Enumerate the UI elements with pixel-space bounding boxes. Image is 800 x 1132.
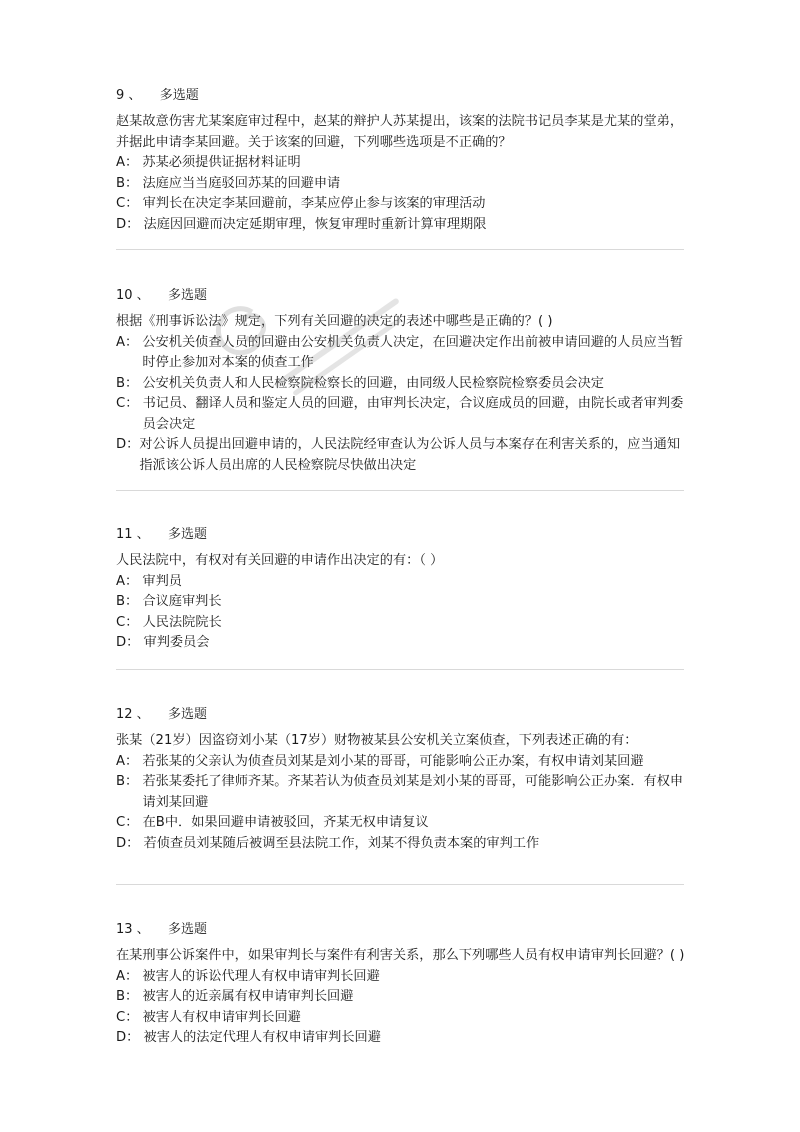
option-c xyxy=(116,194,688,215)
question-stem: 根据《刑事诉讼法》规定，下列有关回避的决定的表述中哪些是正确的？( ) xyxy=(116,314,553,329)
question-type: 多选题 xyxy=(167,527,207,542)
question-number: 12 、 xyxy=(116,707,150,722)
question-stem: 赵某故意伤害尤某案庭审过程中，赵某的辩护人苏某提出，该案的法院书记员李某是尤某的堂弟，并据此申请李某回避。关于该案的回避，下列哪些选项是不正确的？ xyxy=(116,114,684,150)
option-text: 法庭应当当庭驳回苏某的回避申请 xyxy=(142,175,341,191)
question-header xyxy=(116,920,688,940)
option-text: 被害人有权申请审判长回避 xyxy=(142,1009,301,1025)
question-type: 多选题 xyxy=(159,88,199,103)
option-text: 苏某必须提供证据材料证明 xyxy=(142,155,301,170)
question-12 xyxy=(116,705,688,854)
option-key: C： xyxy=(116,1009,143,1025)
option-d xyxy=(116,1028,688,1049)
option-text: 审判员 xyxy=(142,573,182,589)
option-key: A： xyxy=(116,573,143,589)
question-header xyxy=(116,86,688,106)
option-text: 法庭因回避而决定延期审理，恢复审理时重新计算审理期限 xyxy=(143,216,487,232)
option-text: 公安机关负责人和人民检察院检察长的回避，由同级人民检察院检察委员会决定 xyxy=(142,375,604,391)
option-key: A： xyxy=(116,334,143,350)
option-d xyxy=(116,435,688,476)
option-a xyxy=(116,333,688,374)
option-key: C： xyxy=(116,815,143,830)
option-key: D： xyxy=(116,1030,144,1045)
option-text: 审判委员会 xyxy=(143,635,210,650)
option-text: 对公诉人员提出回避申请的，人民法院经审查认为公诉人员与本案存在利害关系的，应当通知指派该公诉人员出席的人民检察院尽快做出决定 xyxy=(139,437,681,473)
option-d xyxy=(116,633,688,654)
question-header xyxy=(116,286,688,306)
question-type: 多选题 xyxy=(167,707,207,722)
question-11 xyxy=(116,525,688,654)
option-text: 书记员、翻译人员和鉴定人员的回避，由审判长决定，合议庭成员的回避，由院长或者审判委员会决定 xyxy=(142,396,684,432)
option-key: B： xyxy=(116,989,143,1004)
option-b xyxy=(116,987,688,1008)
option-text: 若张某委托了律师齐某。齐某若认为侦查员刘某是刘小某的哥哥，可能影响公正办案．有权申请刘某回避 xyxy=(142,774,684,810)
option-a xyxy=(116,572,688,593)
option-b xyxy=(116,374,688,395)
divider xyxy=(116,669,684,670)
divider xyxy=(116,884,684,885)
option-key: C： xyxy=(116,614,143,630)
option-text: 被害人的诉讼代理人有权申请审判长回避 xyxy=(142,968,380,984)
question-type: 多选题 xyxy=(167,922,207,937)
question-header xyxy=(116,525,688,545)
option-b xyxy=(116,772,688,813)
option-text: 人民法院院长 xyxy=(142,614,222,630)
option-c xyxy=(116,1008,688,1029)
question-13 xyxy=(116,920,688,1049)
option-a xyxy=(116,752,688,773)
option-text: 合议庭审判长 xyxy=(142,594,222,609)
question-10 xyxy=(116,286,688,476)
question-header xyxy=(116,705,688,725)
option-key: B： xyxy=(116,375,143,391)
option-key: B： xyxy=(116,175,143,191)
option-c xyxy=(116,813,688,834)
option-b xyxy=(116,174,688,195)
option-c xyxy=(116,394,688,435)
question-stem: 在某刑事公诉案件中，如果审判长与案件有利害关系，那么下列哪些人员有权申请审判长回避？( ) xyxy=(116,948,685,963)
option-text: 在B中．如果回避申请被驳回，齐某无权申请复议 xyxy=(142,815,429,830)
option-key: A： xyxy=(116,155,143,170)
option-b xyxy=(116,592,688,613)
option-c xyxy=(116,613,688,634)
option-key: A： xyxy=(116,968,143,984)
question-stem: 张某（21岁）因盗窃刘小某（17岁）财物被某县公安机关立案侦查，下列表述正确的有： xyxy=(116,733,638,748)
option-key: B： xyxy=(116,594,143,609)
question-number: 10 、 xyxy=(116,288,150,303)
option-key: A： xyxy=(116,753,143,769)
question-stem: 人民法院中，有权对有关回避的申请作出决定的有：（ ） xyxy=(116,553,444,568)
question-number: 11 、 xyxy=(116,527,150,542)
option-text: 若张某的父亲认为侦查员刘某是刘小某的哥哥，可能影响公正办案，有权申请刘某回避 xyxy=(142,753,644,769)
question-9 xyxy=(116,86,688,235)
option-d xyxy=(116,215,688,236)
question-number: 9 、 xyxy=(116,88,142,103)
option-text: 被害人的近亲属有权申请审判长回避 xyxy=(142,989,354,1004)
option-text: 被害人的法定代理人有权申请审判长回避 xyxy=(143,1030,381,1045)
option-text: 公安机关侦查人员的回避由公安机关负责人决定，在回避决定作出前被申请回避的人员应当暂时停止参加对本案的侦查工作 xyxy=(142,334,684,370)
option-a xyxy=(116,967,688,988)
option-a xyxy=(116,153,688,174)
option-key: D： xyxy=(116,216,144,232)
question-number: 13 、 xyxy=(116,922,150,937)
option-d xyxy=(116,834,688,855)
option-key: C： xyxy=(116,396,143,411)
divider xyxy=(116,249,684,250)
divider xyxy=(116,490,684,491)
option-key: C： xyxy=(116,196,143,211)
option-key: D： xyxy=(116,635,144,650)
option-key: D： xyxy=(116,437,140,452)
option-text: 若侦查员刘某随后被调至县法院工作，刘某不得负责本案的审判工作 xyxy=(143,835,540,851)
option-key: B： xyxy=(116,774,143,789)
question-type: 多选题 xyxy=(167,288,207,303)
option-key: D： xyxy=(116,835,144,851)
option-text: 审判长在决定李某回避前，李某应停止参与该案的审理活动 xyxy=(142,196,486,211)
